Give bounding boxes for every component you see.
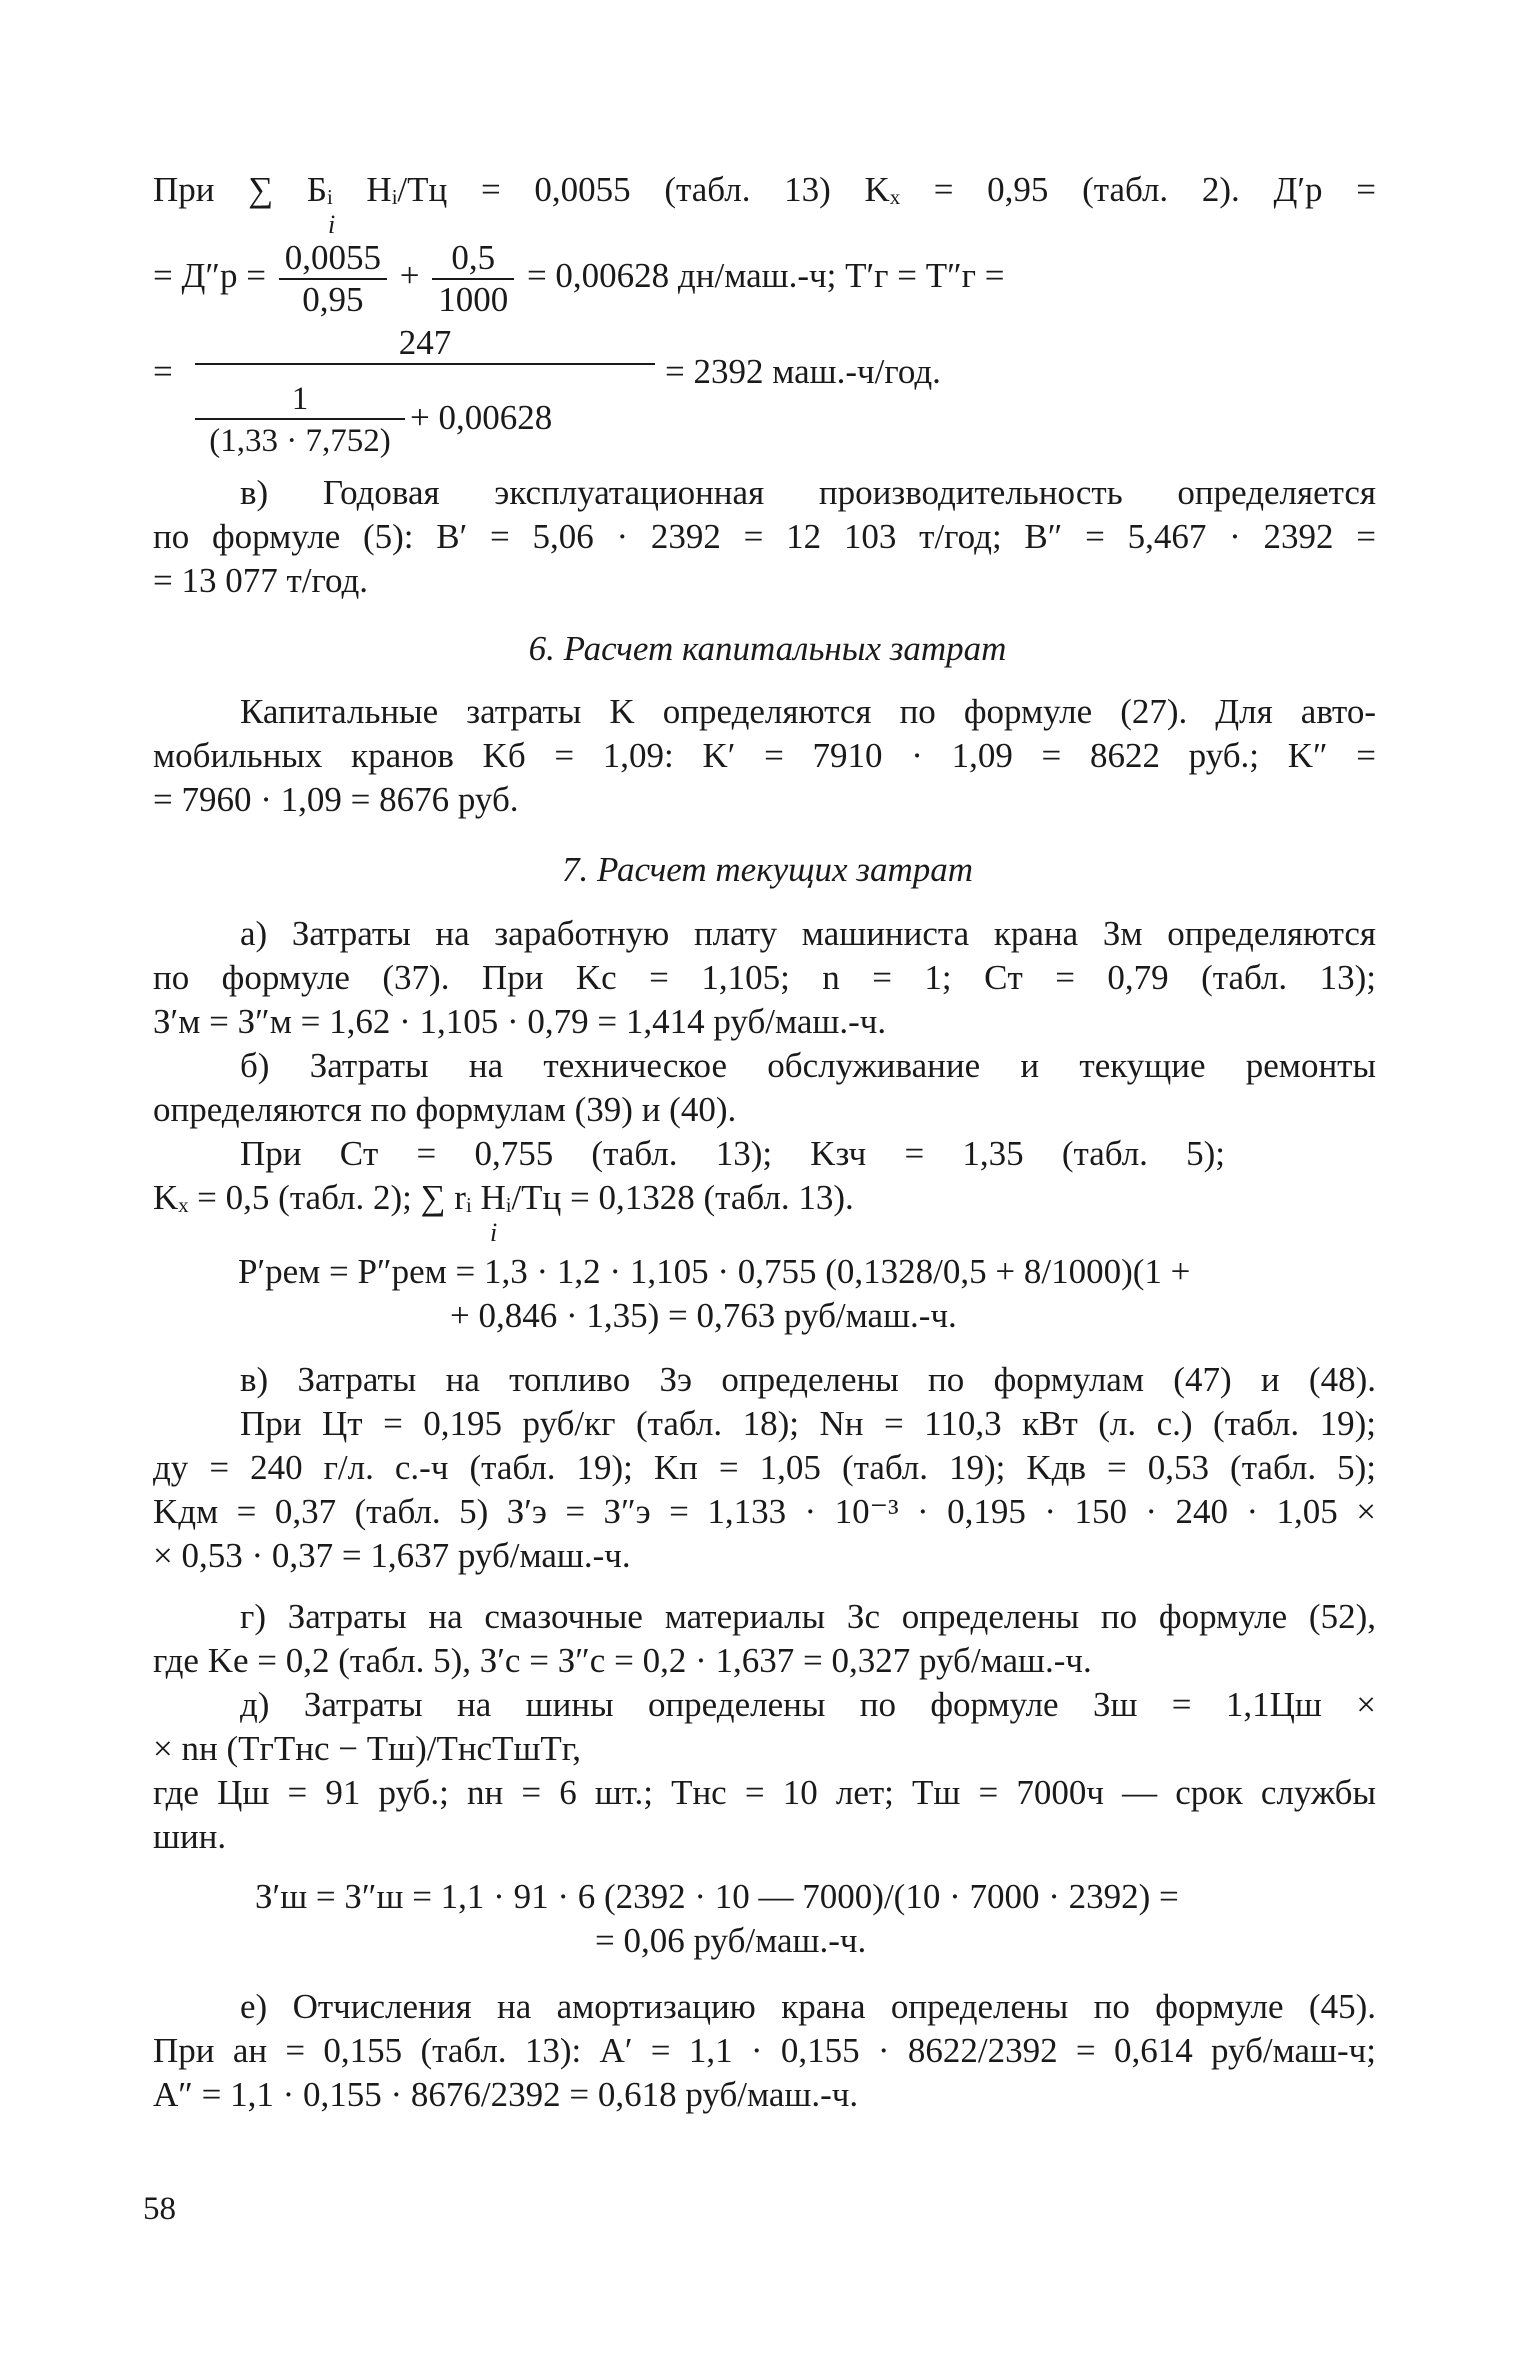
- calc-line-3-suffix: = 2392 маш.-ч/год.: [665, 352, 941, 391]
- para-c-line-4: Kдм = 0,37 (табл. 5) З′э = З″э = 1,133 · 10⁻³ · 0,195 · 150 · 240 · 1,05 ×: [153, 1492, 1376, 1531]
- fraction-1-numerator: 0,0055: [279, 238, 387, 280]
- section-6-line-3: = 7960 · 1,09 = 8676 руб.: [153, 780, 519, 819]
- section-6-line-2: мобильных кранов Kб = 1,09: K′ = 7910 · 1,09 = 8622 руб.; K″ =: [153, 736, 1376, 775]
- para-a-line-2: по формуле (37). При Kс = 1,105; n = 1; Cт = 0,79 (табл. 13);: [153, 958, 1376, 997]
- section-7-heading: 7. Расчет текущих затрат: [561, 850, 974, 889]
- para-c-line-5: × 0,53 · 0,37 = 1,637 руб/маш.-ч.: [153, 1536, 631, 1575]
- para-b-line-3: При Cт = 0,755 (табл. 13); Kзч = 1,35 (табл. 5);: [240, 1134, 1225, 1173]
- calc-line-3-prefix: =: [153, 352, 173, 391]
- fraction-2: [432, 238, 514, 320]
- section-6-line-1: Капитальные затраты K определяются по формуле (27). Для авто-: [240, 692, 1376, 731]
- para-b-line-2: определяются по формулам (39) и (40).: [153, 1090, 737, 1129]
- fraction-1-denominator: 0,95: [302, 280, 364, 319]
- para-b-line-4: Kₓ = 0,5 (табл. 2); ∑ rᵢ Hᵢ/Tц = 0,1328 (табл. 13).: [153, 1178, 854, 1217]
- section-6-heading: 6. Расчет капитальных затрат: [528, 629, 1007, 668]
- para-v-line-2: по формуле (5): B′ = 5,06 · 2392 = 12 103 т/год; B″ = 5,467 · 2392 =: [153, 517, 1376, 556]
- tires-formula-line-1: З′ш = З″ш = 1,1 · 91 · 6 (2392 · 10 — 7000)/(10 · 7000 · 2392) =: [255, 1877, 1179, 1916]
- inner-fraction-plus: + 0,00628: [410, 398, 553, 437]
- page-number: 58: [143, 2191, 176, 2227]
- fraction-1: [279, 238, 387, 320]
- para-e-line-1: д) Затраты на шины определены по формуле Зш = 1,1Цш ×: [240, 1685, 1376, 1724]
- sum-index: i: [328, 210, 336, 239]
- para-d-line-1: г) Затраты на смазочные материалы Зс определены по формуле (52),: [240, 1597, 1376, 1636]
- para-v-line-3: = 13 077 т/год.: [153, 561, 369, 600]
- calc-line-1: При ∑ Бᵢ Hᵢ/Tц = 0,0055 (табл. 13) Kₓ = 0,95 (табл. 2). Д′р =: [153, 170, 1376, 209]
- calc-line-2: [153, 238, 1535, 320]
- para-e-line-2: × nн (TгTнс − Tш)/TнсTшTг,: [153, 1729, 581, 1768]
- para-f-line-1: е) Отчисления на амортизацию крана определены по формуле (45).: [240, 1987, 1376, 2026]
- para-e-line-4: шин.: [153, 1817, 227, 1856]
- sum-index-2: i: [490, 1218, 498, 1247]
- calc-line-2-prefix: = Д″р =: [153, 256, 266, 296]
- para-c-line-1: в) Затраты на топливо Зэ определены по формулам (47) и (48).: [240, 1360, 1376, 1399]
- big-fraction-numerator: 247: [195, 323, 655, 365]
- para-f-line-2: При aн = 0,155 (табл. 13): A′ = 1,1 · 0,155 · 8622/2392 = 0,614 руб/маш-ч;: [153, 2031, 1376, 2070]
- para-f-line-3: A″ = 1,1 · 0,155 · 8676/2392 = 0,618 руб/маш.-ч.: [153, 2075, 859, 2114]
- para-c-line-2: При Цт = 0,195 руб/кг (табл. 18); Nн = 110,3 кВт (л. с.) (табл. 19);: [240, 1404, 1376, 1443]
- calc-line-2-suffix: = 0,00628 дн/маш.-ч; T′г = T″г =: [526, 256, 1005, 296]
- para-v-line-1: в) Годовая эксплуатационная производительность определяется: [240, 473, 1376, 512]
- para-c-line-3: дy = 240 г/л. с.-ч (табл. 19); Kп = 1,05 (табл. 19); Kдв = 0,53 (табл. 5);: [153, 1448, 1376, 1487]
- para-b-line-1: б) Затраты на техническое обслуживание и текущие ремонты: [240, 1046, 1376, 1085]
- para-b-line-5: P′рем = P″рем = 1,3 · 1,2 · 1,105 · 0,755 (0,1328/0,5 + 8/1000)(1 +: [238, 1252, 1191, 1291]
- plus-sign: +: [399, 256, 420, 296]
- inner-fraction-numerator: 1: [195, 380, 405, 420]
- tires-formula-line-2: = 0,06 руб/маш.-ч.: [595, 1921, 867, 1960]
- inner-fraction-denominator: (1,33 · 7,752): [209, 423, 391, 459]
- fraction-2-numerator: 0,5: [432, 238, 514, 280]
- fraction-2-denominator: 1000: [438, 280, 509, 319]
- para-b-line-6: + 0,846 · 1,35) = 0,763 руб/маш.-ч.: [450, 1296, 957, 1335]
- para-e-line-3: где Цш = 91 руб.; nн = 6 шт.; Tнс = 10 лет; Tш = 7000ч — срок службы: [153, 1773, 1376, 1812]
- para-a-line-3: З′м = З″м = 1,62 · 1,105 · 0,79 = 1,414 руб/маш.-ч.: [153, 1002, 887, 1041]
- para-a-line-1: а) Затраты на заработную плату машиниста крана Зм определяются: [240, 914, 1376, 953]
- para-d-line-2: где Kе = 0,2 (табл. 5), З′с = З″с = 0,2 · 1,637 = 0,327 руб/маш.-ч.: [153, 1641, 1092, 1680]
